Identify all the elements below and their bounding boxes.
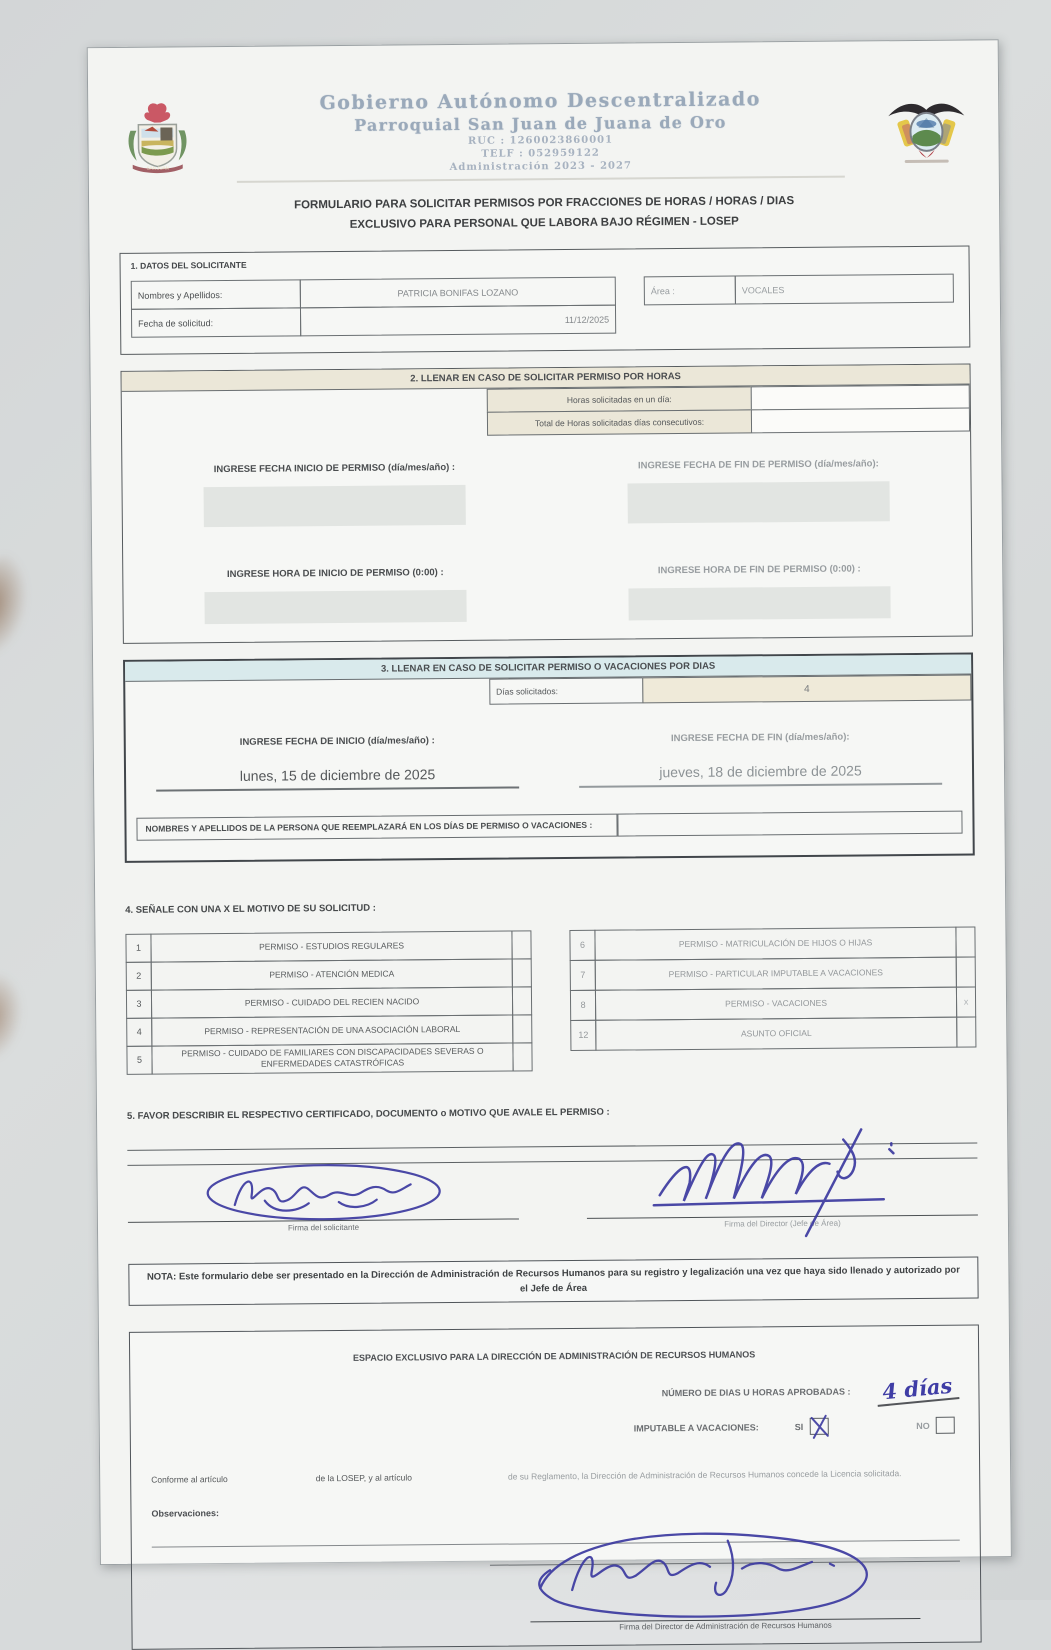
no-option <box>916 1417 955 1434</box>
fecha-fin-permiso-label: INGRESE FECHA DE FIN DE PERMISO (día/mes/año): <box>637 458 879 472</box>
horas-dia-label: Horas solicitadas en un día: <box>486 386 752 412</box>
motive-label: PERMISO - MATRICULACIÓN DE HIJOS O HIJAS <box>594 926 956 960</box>
conforme-part2: de la LOSEP, y al artículo <box>315 1472 413 1484</box>
area-label: Área : <box>644 276 736 306</box>
motive-checkbox <box>956 1016 976 1047</box>
hora-fin-permiso-label: INGRESE HORA DE FIN DE PERMISO (0:00) : <box>657 563 861 577</box>
horas-dia-value <box>751 385 970 411</box>
fecha-inicio-permiso-input <box>203 485 466 527</box>
reemplazo-value <box>617 811 963 837</box>
nota-box: NOTA: Este formulario debe ser presentado en la Dirección de Administración de Recursos Humanos para su registro y legalización una vez que haya sido llenado y autorizado por el Jefe de Área <box>128 1256 978 1306</box>
director-signature-block <box>586 1162 978 1229</box>
area-table <box>644 274 954 306</box>
org-phone: TELF : 052959122 <box>481 147 600 160</box>
dias-solicitados-label: Días solicitados: <box>489 677 644 704</box>
ecuador-coat-of-arms-icon <box>884 93 969 170</box>
motive-number: 2 <box>126 962 152 991</box>
conforme-part3: de su Reglamento, la Dirección de Administración de Recursos Humanos concede la Licencia solicitada. <box>507 1468 902 1482</box>
org-name-line2: Parroquial San Juan de Juana de Oro <box>354 112 727 135</box>
si-label: SI <box>794 1421 804 1432</box>
motive-row <box>570 986 976 1021</box>
motive-number: 7 <box>570 960 596 991</box>
reemplazo-label: NOMBRES Y APELLIDOS DE LA PERSONA QUE REEMPLAZARÁ EN LOS DÍAS DE PERMISO O VACACIONES : <box>136 814 617 841</box>
nombres-value: PATRICIA BONIFAS LOZANO <box>300 277 616 309</box>
motive-row <box>570 956 976 991</box>
fecha-inicio-dias-value: lunes, 15 de diciembre de 2025 <box>156 766 520 792</box>
motive-checkbox-marked: x <box>956 986 976 1017</box>
motive-checkbox <box>511 930 531 959</box>
motive-checkbox <box>955 926 975 957</box>
org-ruc: RUC : 1260023860001 <box>467 134 614 147</box>
applicant-table <box>131 277 616 338</box>
conforme-sentence <box>151 1468 959 1485</box>
no-label: NO <box>916 1420 930 1431</box>
replacement-table <box>136 811 962 841</box>
section-permiso-dias <box>123 653 975 863</box>
si-checkmark-x <box>806 1414 832 1440</box>
motive-checkbox <box>512 958 532 987</box>
nombres-label: Nombres y Apellidos: <box>131 279 301 309</box>
motive-number: 12 <box>570 1020 596 1051</box>
section-permiso-horas <box>121 364 973 644</box>
motive-row <box>126 1042 532 1075</box>
motives-table-left <box>125 930 532 1075</box>
fecha-solicitud-label: Fecha de solicitud: <box>131 307 301 337</box>
motive-checkbox <box>956 956 976 987</box>
org-name-line1: Gobierno Autónomo Descentralizado <box>319 88 761 115</box>
fecha-fin-dias-label: INGRESE FECHA DE FIN (día/mes/año): <box>670 731 850 745</box>
director-signature-image <box>647 1125 918 1239</box>
area-value: VOCALES <box>735 274 954 305</box>
motive-number: 5 <box>126 1045 152 1074</box>
si-checkbox <box>809 1418 828 1435</box>
hora-fin-permiso-input <box>628 586 891 620</box>
fecha-solicitud-value: 11/12/2025 <box>300 305 616 337</box>
applicant-signature-block <box>127 1166 519 1233</box>
section-datos-solicitante <box>119 246 970 355</box>
motive-label: PERMISO - CUIDADO DEL RECIEN NACIDO <box>151 986 513 1018</box>
motive-label: PERMISO - PARTICULAR IMPUTABLE A VACACIONES <box>595 956 957 990</box>
imputable-vacaciones-label: IMPUTABLE A VACACIONES: <box>633 1422 759 1434</box>
parish-coat-of-arms-icon <box>118 100 197 177</box>
form-title-line2: EXCLUSIVO PARA PERSONAL QUE LABORA BAJO RÉGIMEN - LOSEP <box>349 215 739 231</box>
header-text-block <box>196 87 885 183</box>
org-administration-period: Administración 2023 - 2027 <box>449 160 632 174</box>
rrhh-section <box>129 1325 982 1650</box>
fecha-inicio-permiso-label: INGRESE FECHA INICIO DE PERMISO (día/mes/año) : <box>213 462 456 476</box>
fecha-fin-dias-value: jueves, 18 de diciembre de 2025 <box>579 762 943 788</box>
articulo-reglamento-blank <box>412 1480 508 1481</box>
conforme-part1: Conforme al artículo <box>151 1474 228 1485</box>
hora-inicio-permiso-input <box>204 590 467 624</box>
section4-title: 4. SEÑALE CON UNA X EL MOTIVO DE SU SOLICITUD : <box>125 902 376 916</box>
applicant-signature-image <box>198 1153 449 1229</box>
dias-aprobadas-handwritten-value: 4 días <box>875 1374 959 1407</box>
rrhh-title: ESPACIO EXCLUSIVO PARA LA DIRECCIÓN DE ADMINISTRACIÓN DE RECURSOS HUMANOS <box>352 1349 756 1364</box>
hora-inicio-permiso-label: INGRESE HORA DE INICIO DE PERMISO (0:00) : <box>226 567 444 581</box>
motive-checkbox <box>512 986 532 1015</box>
motive-checkbox <box>512 1042 532 1071</box>
svg-text:SAN JUAN: SAN JUAN <box>146 165 169 171</box>
no-checkbox <box>936 1417 955 1434</box>
motive-number: 1 <box>125 934 151 963</box>
motive-label: PERMISO - VACACIONES <box>595 986 957 1020</box>
form-title-line1: FORMULARIO PARA SOLICITAR PERMISOS POR FRACCIONES DE HORAS / HORAS / DIAS <box>293 195 795 212</box>
motive-label: PERMISO - CUIDADO DE FAMILIARES CON DISCAPACIDADES SEVERAS O ENFERMEDADES CATASTRÓFICAS <box>151 1042 513 1074</box>
motives-table-right <box>569 926 976 1051</box>
scanned-form-page <box>87 39 1012 1632</box>
fecha-fin-permiso-input <box>627 481 890 523</box>
director-signature-caption: Firma del Director (Jefe de Área) <box>724 1218 841 1229</box>
dias-solicitados-value: 4 <box>642 675 971 704</box>
si-option <box>795 1418 829 1435</box>
form-title <box>119 190 969 237</box>
section1-title: 1. DATOS DEL SOLICITANTE <box>130 259 247 271</box>
dias-aprobadas-label: NÚMERO DE DIAS U HORAS APROBADAS : <box>661 1386 851 1398</box>
motive-row <box>569 926 975 961</box>
motive-number: 3 <box>126 989 152 1018</box>
rrhh-director-signature-image <box>520 1515 921 1622</box>
motive-label: PERMISO - ATENCIÓN MEDICA <box>151 958 513 990</box>
rrhh-signature-caption: Firma del Director de Administración de Recursos Humanos <box>619 1620 832 1632</box>
motive-row <box>570 1016 976 1051</box>
applicant-signature-caption: Firma del solicitante <box>287 1222 360 1233</box>
header-divider <box>237 176 845 183</box>
motive-label: PERMISO - ESTUDIOS REGULARES <box>150 930 512 962</box>
horas-total-value <box>751 408 970 434</box>
articulo-losep-blank <box>228 1481 316 1482</box>
form-header <box>118 86 969 183</box>
dias-table <box>489 675 971 705</box>
fecha-inicio-dias-label: INGRESE FECHA DE INICIO (día/mes/año) : <box>239 735 435 748</box>
motive-number: 4 <box>126 1017 152 1046</box>
hours-table <box>486 385 970 436</box>
section5-title: 5. FAVOR DESCRIBIR EL RESPECTIVO CERTIFICADO, DOCUMENTO o MOTIVO QUE AVALE EL PERMISO : <box>126 1106 610 1122</box>
motive-number: 6 <box>569 930 595 961</box>
section3-title: 3. LLENAR EN CASO DE SOLICITAR PERMISO O VACACIONES POR DIAS <box>125 655 971 682</box>
observaciones-label: Observaciones: <box>151 1508 220 1519</box>
rrhh-director-signature-block <box>490 1561 961 1633</box>
section2-title: 2. LLENAR EN CASO DE SOLICITAR PERMISO POR HORAS <box>122 365 970 392</box>
motive-checkbox <box>512 1014 532 1043</box>
motive-label: PERMISO - REPRESENTACIÓN DE UNA ASOCIACIÓN LABORAL <box>151 1014 513 1046</box>
motive-number: 8 <box>570 990 596 1021</box>
motive-label: ASUNTO OFICIAL <box>595 1016 957 1050</box>
horas-total-label: Total de Horas solicitadas días consecutivos: <box>487 409 753 435</box>
